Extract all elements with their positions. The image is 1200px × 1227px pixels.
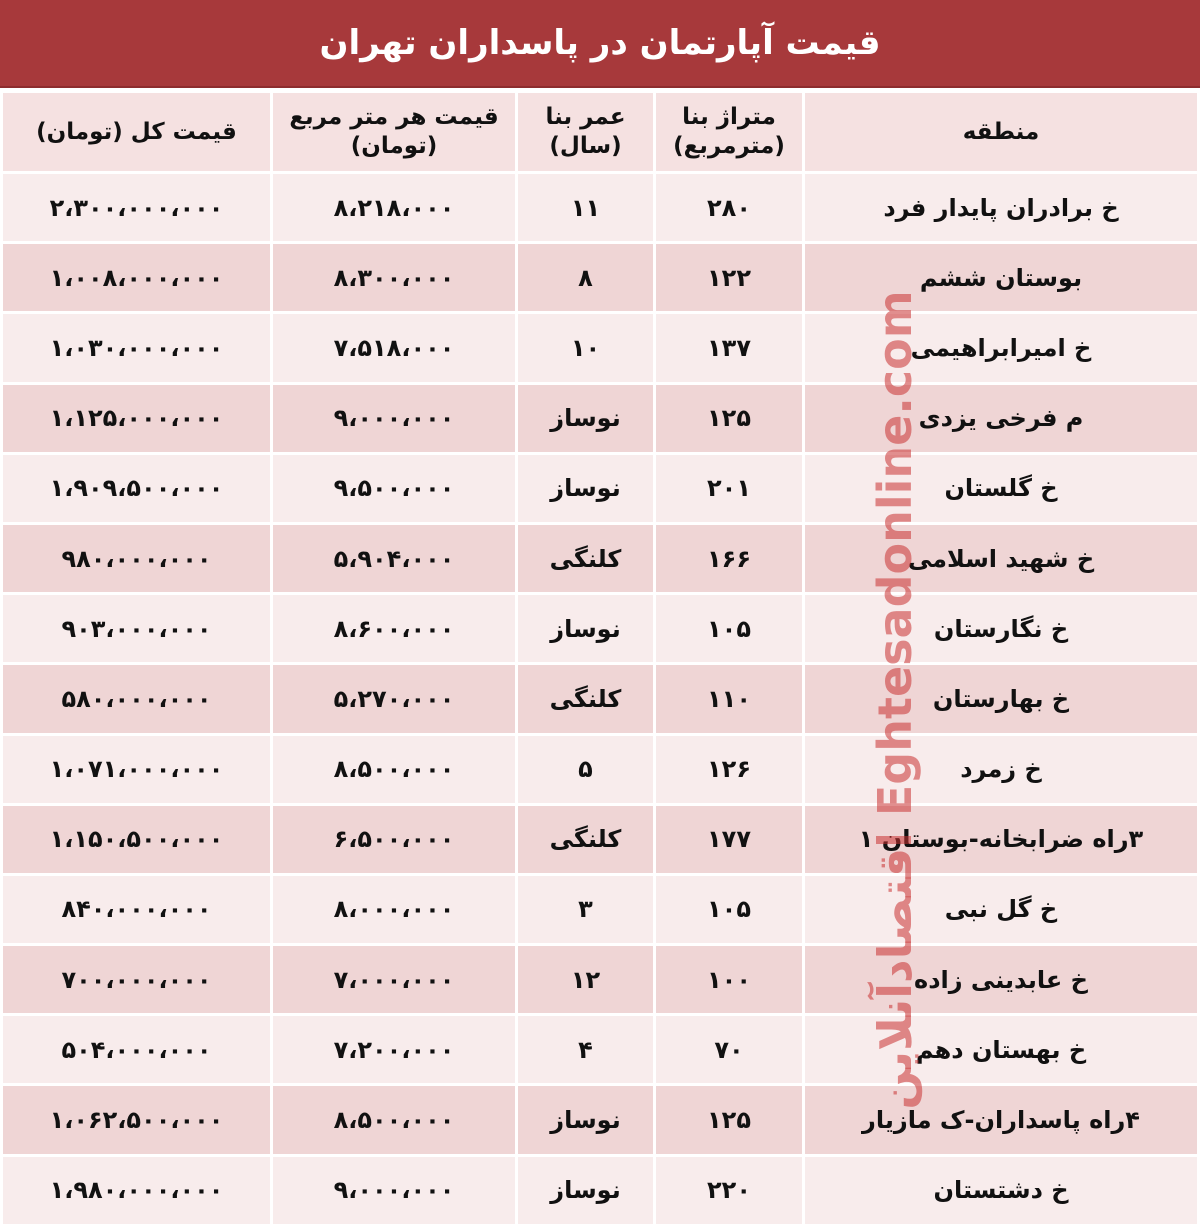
table-row [3,806,1197,873]
price-per-meter-cell: ۸،۰۰۰،۰۰۰ [273,876,515,943]
age-cell: کلنگی [518,525,653,592]
price-per-meter-cell: ۹،۰۰۰،۰۰۰ [273,385,515,452]
header-age: عمر بنا (سال) [518,93,653,171]
total-price-cell: ۱،۹۸۰،۰۰۰،۰۰۰ [3,1157,270,1224]
age-cell: کلنگی [518,665,653,732]
area-cell: ۷۰ [656,1016,802,1083]
header-price-per-meter: قیمت هر متر مربع (تومان) [273,93,515,171]
age-cell: نوساز [518,455,653,522]
table-row [3,665,1197,732]
region-cell: خ گل نبی [805,876,1197,943]
table-row [3,244,1197,311]
area-cell: ۱۰۵ [656,595,802,662]
total-price-cell: ۱،۱۵۰،۵۰۰،۰۰۰ [3,806,270,873]
age-cell: نوساز [518,1157,653,1224]
price-per-meter-cell: ۷،۵۱۸،۰۰۰ [273,314,515,381]
area-cell: ۲۲۰ [656,1157,802,1224]
table-row [3,455,1197,522]
price-table [0,90,1200,1227]
total-price-cell: ۱،۹۰۹،۵۰۰،۰۰۰ [3,455,270,522]
page-title: قیمت آپارتمان در پاسداران تهران [0,0,1200,88]
area-cell: ۱۰۵ [656,876,802,943]
table-row [3,946,1197,1013]
price-per-meter-cell: ۶،۵۰۰،۰۰۰ [273,806,515,873]
region-cell: خ نگارستان [805,595,1197,662]
area-cell: ۱۳۷ [656,314,802,381]
header-row [3,93,1197,171]
table-row [3,736,1197,803]
area-cell: ۱۰۰ [656,946,802,1013]
region-cell: خ عابدینی زاده [805,946,1197,1013]
area-cell: ۱۶۶ [656,525,802,592]
total-price-cell: ۷۰۰،۰۰۰،۰۰۰ [3,946,270,1013]
region-cell: خ زمرد [805,736,1197,803]
price-per-meter-cell: ۸،۵۰۰،۰۰۰ [273,1086,515,1153]
age-cell: کلنگی [518,806,653,873]
age-cell: ۱۲ [518,946,653,1013]
region-cell: خ بهستان دهم [805,1016,1197,1083]
table-row [3,1086,1197,1153]
area-cell: ۱۲۶ [656,736,802,803]
total-price-cell: ۱،۰۰۸،۰۰۰،۰۰۰ [3,244,270,311]
price-per-meter-cell: ۵،۹۰۴،۰۰۰ [273,525,515,592]
table-row [3,1016,1197,1083]
age-cell: ۳ [518,876,653,943]
region-cell: خ بهارستان [805,665,1197,732]
age-cell: نوساز [518,385,653,452]
area-cell: ۱۲۵ [656,1086,802,1153]
total-price-cell: ۱،۰۳۰،۰۰۰،۰۰۰ [3,314,270,381]
header-region: منطقه [805,93,1197,171]
price-per-meter-cell: ۹،۰۰۰،۰۰۰ [273,1157,515,1224]
price-per-meter-cell: ۹،۵۰۰،۰۰۰ [273,455,515,522]
total-price-cell: ۵۰۴،۰۰۰،۰۰۰ [3,1016,270,1083]
area-cell: ۲۸۰ [656,174,802,241]
region-cell: خ شهید اسلامی [805,525,1197,592]
price-per-meter-cell: ۸،۶۰۰،۰۰۰ [273,595,515,662]
table-row [3,525,1197,592]
price-per-meter-cell: ۸،۲۱۸،۰۰۰ [273,174,515,241]
total-price-cell: ۹۰۳،۰۰۰،۰۰۰ [3,595,270,662]
table-row [3,174,1197,241]
table-row [3,595,1197,662]
region-cell: م فرخی یزدی [805,385,1197,452]
area-cell: ۱۲۵ [656,385,802,452]
total-price-cell: ۲،۳۰۰،۰۰۰،۰۰۰ [3,174,270,241]
table-row [3,385,1197,452]
age-cell: ۱۰ [518,314,653,381]
age-cell: نوساز [518,1086,653,1153]
area-cell: ۲۰۱ [656,455,802,522]
price-per-meter-cell: ۵،۲۷۰،۰۰۰ [273,665,515,732]
price-per-meter-cell: ۸،۵۰۰،۰۰۰ [273,736,515,803]
age-cell: نوساز [518,595,653,662]
total-price-cell: ۱،۰۶۲،۵۰۰،۰۰۰ [3,1086,270,1153]
price-per-meter-cell: ۷،۲۰۰،۰۰۰ [273,1016,515,1083]
price-per-meter-cell: ۷،۰۰۰،۰۰۰ [273,946,515,1013]
age-cell: ۴ [518,1016,653,1083]
region-cell: خ امیرابراهیمی [805,314,1197,381]
header-total-price: قیمت کل (تومان) [3,93,270,171]
area-cell: ۱۱۰ [656,665,802,732]
total-price-cell: ۵۸۰،۰۰۰،۰۰۰ [3,665,270,732]
region-cell: خ گلستان [805,455,1197,522]
price-per-meter-cell: ۸،۳۰۰،۰۰۰ [273,244,515,311]
region-cell: ۳راه ضرابخانه-بوستان ۱ [805,806,1197,873]
table-row [3,1157,1197,1224]
watermark: اقتصادآنلاین Eghtesadonline.com [868,290,922,1110]
region-cell: خ دشتستان [805,1157,1197,1224]
table-row [3,876,1197,943]
total-price-cell: ۱،۰۷۱،۰۰۰،۰۰۰ [3,736,270,803]
area-cell: ۱۲۲ [656,244,802,311]
region-cell: ۴راه پاسداران-ک مازیار [805,1086,1197,1153]
table-row [3,314,1197,381]
total-price-cell: ۸۴۰،۰۰۰،۰۰۰ [3,876,270,943]
age-cell: ۵ [518,736,653,803]
header-area: متراژ بنا (مترمربع) [656,93,802,171]
region-cell: خ برادران پایدار فرد [805,174,1197,241]
total-price-cell: ۱،۱۲۵،۰۰۰،۰۰۰ [3,385,270,452]
age-cell: ۸ [518,244,653,311]
region-cell: بوستان ششم [805,244,1197,311]
age-cell: ۱۱ [518,174,653,241]
area-cell: ۱۷۷ [656,806,802,873]
total-price-cell: ۹۸۰،۰۰۰،۰۰۰ [3,525,270,592]
